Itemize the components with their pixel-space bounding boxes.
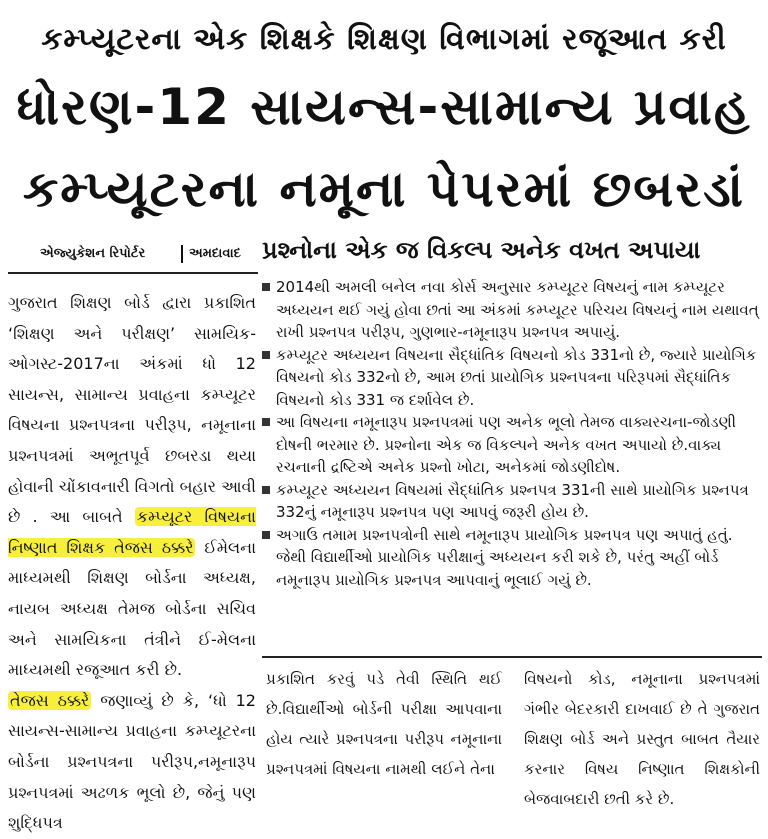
list-item-text: 2014થી અમલી બનેલ નવા કોર્સ અનુસાર કમ્પ્યૂટર વિષયનું નામ કમ્પ્યૂટર અધ્યયન થઈ ગયું હોવા છતાં આ અંકમાં કમ્પ્યૂટર પરિચય વિષયનું નામ યથાવત્ રાખી પ્રશ્નપત્ર પરીરૂપ, ગુણભાર-નમૂનારૂપ પ્રશ્નપત્ર અપાયું. <box>276 278 759 341</box>
left-para1-text-end: ઈમેલના માધ્યમથી શિક્ષણ બોર્ડના અધ્યક્ષ, નાયબ અધ્યક્ષ તેમજ બોર્ડના સચિવ અને સામયિકના તંત્રીને ઈ-મેલના માધ્યમથી રજૂઆત કરી છે. <box>8 537 256 680</box>
square-bullet-icon <box>262 418 270 426</box>
highlight-teacher-name: તેજસ ઠક્કરે <box>10 690 90 710</box>
left-para2-text: જણાવ્યું છે કે, ‘ધો 12 સાયન્સ-સામાન્ય પ્રવાહના કમ્પ્યૂટરના બોર્ડના પ્રશ્નપત્રના પરીરૂપ,નમૂનારૂપ પ્રશ્નપત્રમાં અઢળક ભૂલો છે, જેનું પણ શુદ્ધિપત્ર <box>8 690 256 833</box>
list-item-text: અગાઉ તમામ પ્રશ્નપત્રોની સાથે નમૂનારૂપ પ્રાયોગિક પ્રશ્નપત્ર પણ અપાતું હતું. જેથી વિદ્યાર્થીઓ પ્રાયોગિક પરીક્ષાનું અધ્યયન કરી શકે છે, પરંતુ અહીં બોર્ડ નમૂનારૂપ પ્રાયોગિક પ્રશ્નપત્ર આપવાનું ભૂલાઈ ગયું છે. <box>276 525 733 589</box>
bottom-column-2 <box>524 664 760 814</box>
list-item-text: કમ્પ્યૂટર અધ્યયન વિષયના સૈદ્ધાંતિક વિષયનો કોડ 331નો છે, જ્યારે પ્રાયોગિક વિષયનો કોડ 332નો છે, આમ છતાં પ્રાયોગિક પ્રશ્નપત્રના પરિરૂપમાં સૈદ્ધાંતિક વિષયનો કોડ 331 જ દર્શાવેલ છે. <box>276 345 757 409</box>
square-bullet-icon <box>262 351 270 359</box>
left-paragraph-1 <box>8 288 256 686</box>
list-item <box>262 524 762 592</box>
list-item <box>262 411 762 479</box>
list-item-text: કમ્પ્યૂટર અધ્યયન વિષયમાં સૈદ્ધાંતિક પ્રશ્નપત્ર 331ની સાથે પ્રાયોગિક પ્રશ્નપત્ર 332નું નમૂનારૂપ પ્રશ્નપત્ર પણ આપવું જરૂરી હોય છે. <box>276 480 749 521</box>
errors-box <box>262 276 762 591</box>
list-item-text: આ વિષયના નમૂનારૂપ પ્રશ્નપત્રમાં પણ અનેક ભૂલો તેમજ વાક્યરચના-જોડણી દોષની ભરમાર છે. પ્રશ્નોના એક જ વિકલ્પને અનેક વખત અપાયો છે.વાક્ય રચનાની દ્રષ્ટિએ અનેક પ્રશ્નો ખોટા, અનેકમાં જોડણીદોષ. <box>276 413 736 476</box>
byline-divider <box>181 245 183 263</box>
left-para1-text: ગુજરાત શિક્ષણ બોર્ડ દ્વારા પ્રકાશિત ‘શિક્ષણ અને પરીક્ષણ’ સામયિક-ઓગસ્ટ-2017ના અંકમાં ધો 12 સાયન્સ, સામાન્ય પ્રવાહના કમ્પ્યૂટર વિષયના પ્રશ્નપત્રના પરીરૂપ, નમૂનાના પ્રશ્નપત્રમાં અભૂતપૂર્વ છબરડા થયા હોવાની ચોંકાવનારી વિગતો બહાર આવી છે . આ બાબતે <box>8 293 256 527</box>
list-item <box>262 276 762 344</box>
bottom-col2-text: વિષયનો કોડ, નમૂનાના પ્રશ્નપત્રમાં ગંભીર બેદરકારી દાખવાઈ છે તે ગુજરાત શિક્ષણ બોર્ડ અને પ્રસ્તુત બાબત તૈયાર કરનાર વિષય નિષ્ણાત શિક્ષકોની બેજવાબદારી છતી કરે છે. <box>524 670 760 808</box>
byline-reporter: એજ્યુકેશન રિપોર્ટર <box>40 246 146 261</box>
kicker-headline: કમ્પ્યૂટરના એક શિક્ષકે શિક્ષણ વિભાગમાં રજૂઆત કરી <box>41 22 727 57</box>
list-item <box>262 344 762 412</box>
subheadline: પ્રશ્નોના એક જ વિકલ્પ અનેક વખત અપાયા <box>262 236 701 264</box>
square-bullet-icon <box>262 283 270 291</box>
box-bottom-rule <box>262 656 762 658</box>
highlight-expert-teacher: કમ્પ્યૂટર વિષયના નિષ્ણાત શિક્ષક તેજસ ઠક્કરે <box>8 507 256 557</box>
byline-city: અમદાવાદ <box>189 246 241 261</box>
left-column-article <box>8 288 256 839</box>
square-bullet-icon <box>262 486 270 494</box>
left-paragraph-2 <box>8 686 256 839</box>
list-item <box>262 479 762 524</box>
byline-rule <box>8 272 258 274</box>
bottom-column-1 <box>266 664 502 784</box>
main-headline-line2: કમ્પ્યૂટરના નમૂના પેપરમાં છબરડાં <box>23 160 745 218</box>
bottom-col1-text: પ્રકાશિત કરવું પડે તેવી સ્થિતિ થઈ છે.વિદ્યાર્થીઓ બોર્ડની પરીક્ષા આપવાના હોય ત્યારે પ્રશ્નપત્રના પરીરૂપ નમૂનાના પ્રશ્નપત્રમાં વિષયના નામથી લઈને તેના <box>266 670 502 778</box>
errors-list <box>262 276 762 591</box>
main-headline-line1: ધોરણ-12 સાયન્સ-સામાન્ય પ્રવાહ <box>16 78 752 136</box>
square-bullet-icon <box>262 531 270 539</box>
